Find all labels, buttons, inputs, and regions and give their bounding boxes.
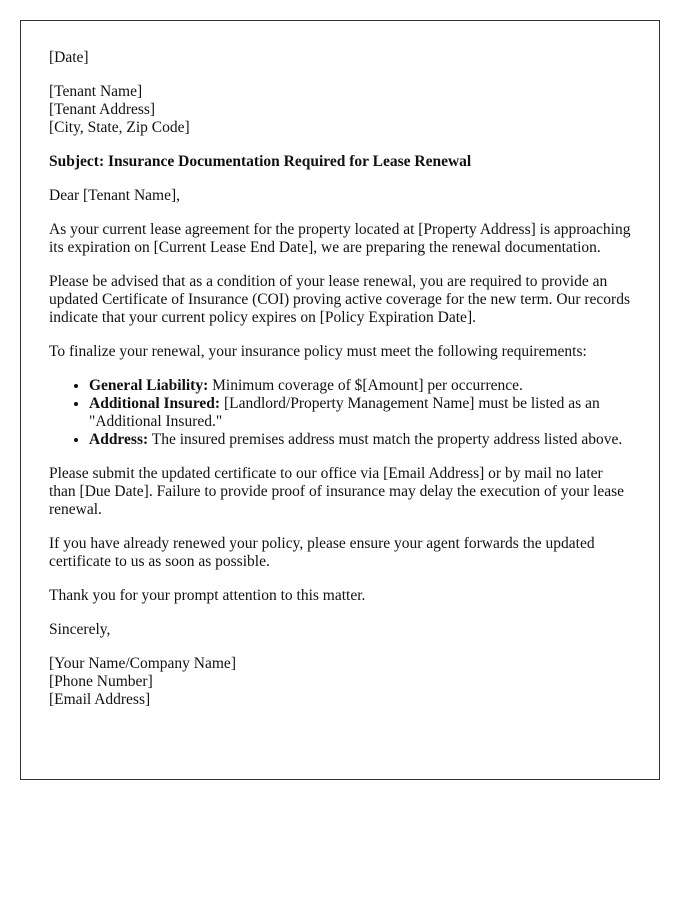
requirements-list [49,377,631,449]
requirement-address [89,431,631,449]
requirement-label: Additional Insured: [89,395,221,412]
subject-line: Subject: Insurance Documentation Required for Lease Renewal [49,153,472,170]
requirement-label: Address: [89,431,149,448]
salutation: Dear [Tenant Name], [49,187,181,204]
paragraph-coi-requirement: Please be advised that as a condition of your lease renewal, you are required to provide an updated Certificate of Insurance (COI) proving active coverage for the new term. Our records indicate that your current policy expires on [Policy Expiration Date]. [49,273,631,326]
requirement-general-liability [89,377,631,395]
signature-email: [Email Address] [49,691,151,708]
recipient-block [49,83,631,137]
recipient-name: [Tenant Name] [49,83,143,100]
requirement-text: The insured premises address must match the property address listed above. [148,431,623,448]
requirement-text: Minimum coverage of $[Amount] per occurrence. [208,377,523,394]
paragraph-lease-expiration: As your current lease agreement for the property located at [Property Address] is approaching its expiration on [Current Lease End Date], we are preparing the renewal documentation. [49,221,631,256]
signature-name: [Your Name/Company Name] [49,655,236,672]
paragraph-submission-instructions: Please submit the updated certificate to our office via [Email Address] or by mail no later than [Due Date]. Failure to provide proof of insurance may delay the execution of your lease renewal. [49,465,625,518]
paragraph-already-renewed: If you have already renewed your policy, please ensure your agent forwards the updated certificate to us as soon as possible. [49,535,595,570]
paragraph-requirements-intro: To finalize your renewal, your insurance policy must meet the following requirements: [49,343,587,360]
signature-phone: [Phone Number] [49,673,153,690]
letter-container [20,20,660,780]
paragraph-thank-you: Thank you for your prompt attention to this matter. [49,587,366,604]
recipient-city-state-zip: [City, State, Zip Code] [49,119,190,136]
requirement-additional-insured [89,395,631,431]
requirement-text: [Landlord/Property Management Name] must be listed as an "Additional Insured." [89,395,600,430]
letter-date: [Date] [49,49,89,66]
requirement-label: General Liability: [89,377,209,394]
signature-block [49,655,631,709]
recipient-address: [Tenant Address] [49,101,156,118]
signoff: Sincerely, [49,621,111,638]
